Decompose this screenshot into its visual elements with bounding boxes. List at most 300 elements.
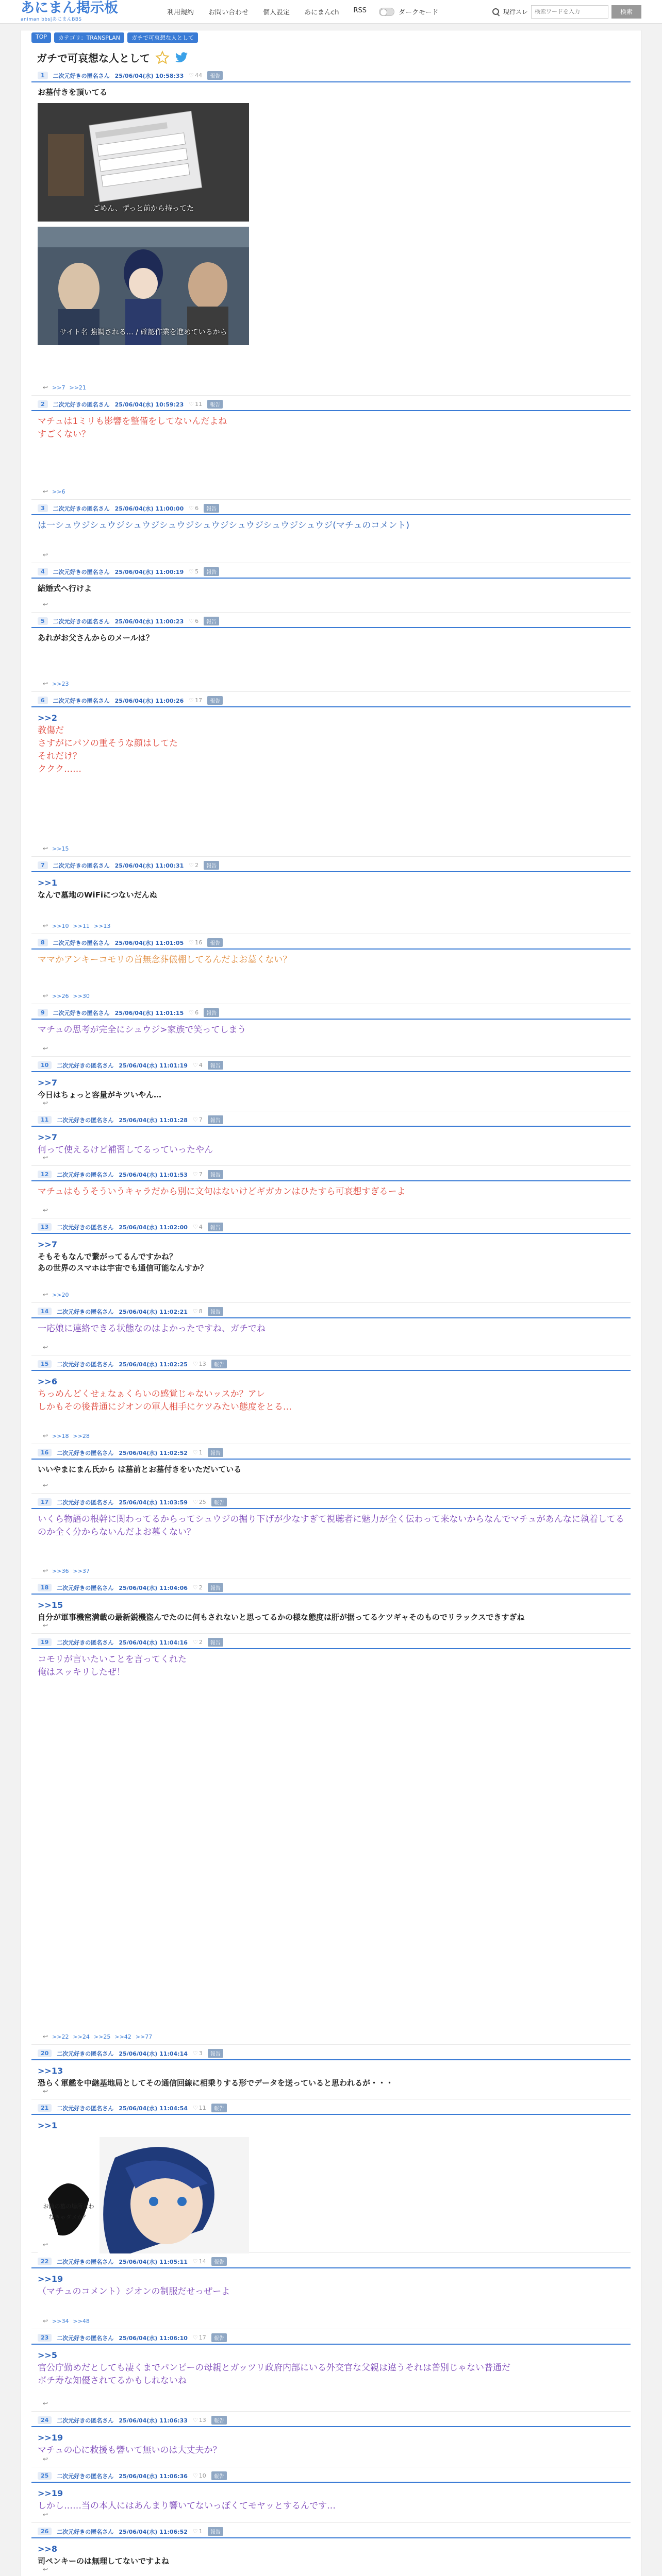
post-header	[31, 1170, 631, 1181]
post-date: 25/06/04(水) 11:00:31	[114, 862, 184, 869]
post-footer	[43, 922, 110, 929]
good-button[interactable]	[193, 1361, 206, 1367]
heart-icon: ♡	[192, 1361, 198, 1367]
post-author: 二次元好きの匿名さん	[57, 1639, 114, 1646]
post-header	[31, 696, 631, 707]
post-body	[31, 1371, 631, 1414]
report-button[interactable]: 報告	[208, 2049, 223, 2058]
nav-item[interactable]: お問い合わせ	[208, 9, 249, 16]
post	[31, 861, 631, 934]
good-button[interactable]	[193, 2105, 206, 2111]
good-button[interactable]	[193, 2528, 203, 2535]
reply-icon[interactable]: ↩	[43, 2241, 48, 2248]
good-button[interactable]	[193, 2472, 206, 2479]
post-number[interactable]: 17	[38, 1498, 52, 1506]
post-footer	[43, 2088, 48, 2095]
post-number[interactable]: 9	[38, 1009, 48, 1016]
reply-link[interactable]: >>37	[73, 1567, 90, 1574]
post-number[interactable]: 16	[38, 1449, 52, 1456]
heart-icon: ♡	[192, 1639, 198, 1646]
report-button[interactable]: 報告	[211, 1360, 227, 1368]
post-author: 二次元好きの匿名さん	[53, 862, 110, 869]
post-body	[31, 515, 631, 532]
thread-title-row	[37, 50, 631, 65]
reply-icon[interactable]: ↩	[43, 1154, 48, 1161]
reply-icon[interactable]: ↩	[43, 1207, 48, 1214]
reply-icon[interactable]: ↩	[43, 1045, 48, 1052]
good-button[interactable]	[193, 2258, 206, 2265]
post-date: 25/06/04(水) 11:04:06	[119, 1584, 188, 1591]
report-button[interactable]: 報告	[208, 1638, 223, 1647]
reply-anchor[interactable]: >>15	[38, 1600, 63, 1610]
post-author: 二次元好きの匿名さん	[57, 2528, 114, 2535]
post-number[interactable]: 14	[38, 1308, 52, 1315]
reply-link[interactable]: >>13	[93, 922, 111, 929]
reply-link[interactable]: >>25	[93, 2033, 111, 2040]
post-date: 25/06/04(水) 11:01:15	[114, 1009, 184, 1016]
post-number[interactable]: 23	[38, 2334, 52, 2342]
post	[31, 696, 631, 857]
reply-icon[interactable]: ↩	[43, 992, 48, 999]
post-date: 25/06/04(水) 11:06:52	[119, 2528, 188, 2535]
post-body	[31, 1234, 631, 1274]
report-button[interactable]: 報告	[211, 2471, 227, 2480]
post-number[interactable]: 5	[38, 617, 48, 625]
heart-icon: ♡	[192, 1224, 198, 1230]
post-body	[31, 2268, 631, 2298]
post-body	[31, 1509, 631, 1539]
heart-icon: ♡	[192, 2334, 198, 2341]
good-count: 13	[198, 1361, 206, 1367]
reply-anchor[interactable]: >>13	[38, 2066, 63, 2076]
post-number[interactable]: 10	[38, 1061, 52, 1069]
reply-link[interactable]: >>30	[73, 992, 90, 999]
reply-anchor[interactable]: >>7	[38, 1240, 57, 1249]
post-footer	[43, 2317, 90, 2325]
good-button[interactable]	[189, 862, 198, 869]
good-button[interactable]	[189, 505, 198, 512]
post	[31, 1448, 631, 1494]
post	[31, 2049, 631, 2099]
post-body	[31, 1649, 631, 1679]
post-author: 二次元好きの匿名さん	[53, 1009, 110, 1016]
post-footer	[43, 2400, 48, 2407]
post-author: 二次元好きの匿名さん	[57, 1224, 114, 1231]
post-number[interactable]: 6	[38, 697, 48, 704]
good-button[interactable]	[193, 1449, 203, 1456]
post-number[interactable]: 2	[38, 400, 48, 408]
post-footer	[43, 1567, 90, 1574]
post-line: は一シュウジシュウジシュウジシュウジシュウジシュウジシュウジシュウジ(マチュのコメント)	[38, 520, 410, 531]
reply-icon[interactable]: ↩	[43, 1567, 48, 1574]
post-date: 25/06/04(水) 11:02:21	[119, 1308, 188, 1315]
post-header	[31, 1008, 631, 1020]
good-button[interactable]	[193, 1116, 203, 1123]
reply-icon[interactable]: ↩	[43, 2566, 48, 2573]
good-button[interactable]	[193, 1171, 203, 1178]
report-button[interactable]: 報告	[204, 504, 219, 513]
reply-anchor[interactable]: >>19	[38, 2274, 63, 2284]
good-button[interactable]	[193, 1224, 203, 1230]
reply-link[interactable]: >>20	[52, 1291, 69, 1298]
good-button[interactable]	[193, 2334, 206, 2341]
post-number[interactable]: 3	[38, 504, 48, 512]
post-image[interactable]	[38, 103, 249, 222]
post-header	[31, 2527, 631, 2538]
reply-icon[interactable]: ↩	[43, 1291, 48, 1298]
site-logo[interactable]	[21, 1, 155, 22]
post-date: 25/06/04(水) 11:06:10	[119, 2334, 188, 2342]
reply-link[interactable]: >>22	[52, 2033, 69, 2040]
post-author: 二次元好きの匿名さん	[53, 939, 110, 946]
reply-anchor[interactable]: >>1	[38, 878, 57, 888]
heart-icon: ♡	[189, 401, 194, 408]
post-number[interactable]: 11	[38, 1116, 52, 1124]
report-button[interactable]: 報告	[211, 2257, 227, 2266]
post-header	[31, 2471, 631, 2483]
breadcrumb-item[interactable]: ガチで可哀想な人として	[127, 32, 198, 43]
post-body	[31, 411, 631, 441]
good-count: 13	[198, 2417, 206, 2424]
post-line: 教傷だ	[38, 725, 64, 736]
post-date: 25/06/04(水) 10:58:33	[114, 72, 184, 79]
post-author: 二次元好きの匿名さん	[57, 2105, 114, 2112]
breadcrumb-item[interactable]: カテゴリ：TRANSPLAN	[54, 32, 124, 43]
image-caption: ごめん、ずっと前から持ってた	[93, 205, 194, 213]
darkmode-control[interactable]	[379, 7, 438, 16]
image-caption: お前の墓の場所言わなきゃダメか？	[43, 2203, 94, 2221]
post-body	[31, 579, 631, 594]
reply-icon[interactable]: ↩	[43, 2400, 48, 2407]
post-footer	[43, 2241, 48, 2248]
reply-link[interactable]: >>23	[52, 680, 69, 687]
post-line: 今日はちょっと容量がキツいやん…	[38, 1090, 162, 1099]
good-count: 2	[198, 1584, 203, 1591]
good-button[interactable]	[189, 72, 202, 79]
post	[31, 400, 631, 500]
heart-icon: ♡	[189, 618, 194, 624]
post-author: 二次元好きの匿名さん	[57, 1116, 114, 1124]
post-author: 二次元好きの匿名さん	[57, 1171, 114, 1178]
report-button[interactable]: 報告	[208, 1061, 223, 1070]
post-body	[31, 1460, 631, 1475]
post-line: さすがにパソの重そうな顔はしてた	[38, 738, 178, 749]
post-line: 何って使えるけど補習してるっていったやん	[38, 1145, 213, 1155]
post-author: 二次元好きの匿名さん	[53, 505, 110, 512]
post-line: いくら物語の根幹に関わってるからってシュウジの掘り下げが少なすぎて視聴者に魅力が全く伝わって来ないからなんでマチュがあんなに執着してるのか全く分からないんだよお墓くない？	[38, 1514, 624, 1537]
post-footer	[43, 1291, 69, 1298]
post-number[interactable]: 1	[38, 72, 48, 79]
reply-link[interactable]: >>7	[52, 384, 65, 391]
post-body	[31, 2483, 631, 2513]
post-body	[31, 1072, 631, 1100]
report-button[interactable]: 報告	[207, 71, 223, 80]
good-button[interactable]	[189, 401, 202, 408]
search-input[interactable]	[531, 5, 608, 19]
reply-anchor[interactable]: >>2	[38, 713, 57, 723]
post-number[interactable]: 12	[38, 1171, 52, 1178]
post-header	[31, 2104, 631, 2115]
breadcrumb-item[interactable]: TOP	[31, 32, 51, 43]
post-number[interactable]: 4	[38, 568, 48, 575]
reply-icon[interactable]: ↩	[43, 2511, 48, 2518]
darkmode-toggle[interactable]	[379, 8, 394, 16]
post-number[interactable]: 26	[38, 2528, 52, 2535]
post-author: 二次元好きの匿名さん	[53, 697, 110, 704]
post-number[interactable]: 18	[38, 1584, 52, 1591]
reply-link[interactable]: >>15	[52, 845, 69, 852]
post-number[interactable]: 13	[38, 1223, 52, 1231]
post	[31, 938, 631, 1004]
post-line: すごくない？	[38, 429, 90, 439]
heart-icon: ♡	[192, 2528, 198, 2535]
good-count: 1	[198, 1449, 203, 1456]
post-author: 二次元好きの匿名さん	[53, 401, 110, 408]
post-author: 二次元好きの匿名さん	[57, 2258, 114, 2265]
good-button[interactable]	[189, 939, 202, 946]
post-header	[31, 71, 631, 82]
post-line: あれがお父さんからのメールは？	[38, 633, 154, 642]
good-count: 14	[198, 2258, 206, 2265]
reply-icon[interactable]: ↩	[43, 1099, 48, 1107]
reply-link[interactable]: >>34	[52, 2317, 69, 2325]
heart-icon: ♡	[189, 862, 194, 869]
reply-icon[interactable]: ↩	[43, 2088, 48, 2095]
post	[31, 1223, 631, 1303]
post	[31, 2527, 631, 2576]
post-header	[31, 1307, 631, 1318]
report-button[interactable]: 報告	[208, 1115, 223, 1124]
post-body	[31, 1181, 631, 1198]
report-button[interactable]: 報告	[211, 1498, 227, 1506]
post-author: 二次元好きの匿名さん	[53, 568, 110, 575]
post	[31, 1307, 631, 1355]
good-count: 16	[195, 939, 203, 946]
good-button[interactable]	[189, 697, 202, 704]
good-button[interactable]	[193, 1499, 206, 1505]
heart-icon: ♡	[192, 1584, 198, 1591]
heart-icon: ♡	[189, 505, 194, 512]
post-body	[31, 1127, 631, 1157]
reply-icon[interactable]: ↩	[43, 922, 48, 929]
report-button[interactable]: 報告	[208, 1170, 223, 1179]
reply-anchor[interactable]: >>7	[38, 1078, 57, 1088]
reply-anchor[interactable]: >>6	[38, 1377, 57, 1386]
twitter-share-icon[interactable]	[175, 52, 188, 63]
reply-icon[interactable]: ↩	[43, 1622, 48, 1629]
reply-link[interactable]: >>48	[73, 2317, 90, 2325]
post-body	[31, 950, 631, 967]
post-image[interactable]	[38, 2137, 249, 2253]
good-button[interactable]	[189, 1009, 198, 1016]
report-button[interactable]: 報告	[204, 1008, 219, 1017]
reply-anchor[interactable]: >>7	[38, 1132, 57, 1142]
reply-icon[interactable]: ↩	[43, 845, 48, 852]
reply-icon[interactable]: ↩	[43, 2317, 48, 2325]
reply-link[interactable]: >>36	[52, 1567, 69, 1574]
report-button[interactable]: 報告	[207, 400, 223, 409]
heart-icon: ♡	[192, 2050, 198, 2057]
post-number[interactable]: 21	[38, 2104, 52, 2112]
post-header	[31, 1360, 631, 1371]
reply-link[interactable]: >>11	[73, 922, 90, 929]
good-button[interactable]	[189, 618, 198, 624]
reply-icon[interactable]: ↩	[43, 1432, 48, 1439]
report-button[interactable]: 報告	[211, 2104, 227, 2112]
thread-title: ガチで可哀想な人として	[37, 52, 150, 64]
reply-icon[interactable]: ↩	[43, 2033, 48, 2040]
good-count: 2	[195, 862, 199, 869]
post-number[interactable]: 19	[38, 1638, 52, 1646]
heart-icon: ♡	[192, 1116, 198, 1123]
favorite-star-icon[interactable]	[155, 50, 170, 65]
post-header	[31, 567, 631, 579]
search-button[interactable]: 検索	[611, 5, 641, 19]
post-line: コモリが言いたいことを言ってくれた	[38, 1654, 187, 1665]
post-header	[31, 1115, 631, 1127]
heart-icon: ♡	[192, 1499, 198, 1505]
post-line: マチュの思考が完全にシュウジ>家族で笑ってしまう	[38, 1025, 246, 1035]
report-button[interactable]: 報告	[204, 861, 219, 870]
post-footer	[43, 384, 86, 391]
post-author: 二次元好きの匿名さん	[53, 72, 110, 79]
logo-text: あにまん掲示板	[21, 0, 118, 16]
report-button[interactable]: 報告	[207, 938, 223, 947]
post-footer	[43, 1099, 48, 1107]
post-line: ククク……	[38, 764, 81, 774]
search-scope[interactable]: 現行スレ	[503, 8, 528, 15]
reply-anchor[interactable]: >>1	[38, 2121, 57, 2130]
report-button[interactable]: 報告	[211, 2416, 227, 2425]
post-body	[31, 1595, 631, 1623]
post-number[interactable]: 24	[38, 2416, 52, 2424]
reply-anchor[interactable]: >>5	[38, 2350, 57, 2360]
post-date: 25/06/04(水) 11:01:53	[119, 1171, 188, 1178]
good-count: 2	[198, 1639, 203, 1646]
reply-link[interactable]: >>6	[52, 488, 65, 495]
nav-item[interactable]: 利用規約	[167, 9, 194, 16]
reply-icon[interactable]: ↩	[43, 1344, 48, 1351]
nav-item[interactable]: あにまんch	[304, 9, 339, 16]
reply-icon[interactable]: ↩	[43, 601, 48, 608]
post-number[interactable]: 7	[38, 861, 48, 869]
report-button[interactable]: 報告	[208, 1223, 223, 1231]
post-line: それだけ？	[38, 751, 81, 761]
post-body	[31, 2115, 631, 2253]
report-button[interactable]: 報告	[211, 2333, 227, 2342]
report-button[interactable]: 報告	[208, 1307, 223, 1316]
reply-link[interactable]: >>24	[73, 2033, 90, 2040]
reply-link[interactable]: >>26	[52, 992, 69, 999]
post	[31, 2333, 631, 2412]
post-header	[31, 1061, 631, 1072]
post-date: 25/06/04(水) 11:00:26	[114, 697, 184, 704]
report-button[interactable]: 報告	[204, 567, 219, 576]
nav-item[interactable]: RSS	[353, 7, 367, 14]
good-count: 7	[198, 1171, 203, 1178]
post-image[interactable]	[38, 227, 249, 345]
post-number[interactable]: 15	[38, 1360, 52, 1368]
report-button[interactable]: 報告	[208, 1583, 223, 1592]
good-count: 1	[198, 2528, 203, 2535]
post-header	[31, 2257, 631, 2268]
post-line: マチュは1ミリも影響を整備をしてないんだよね	[38, 416, 227, 427]
good-count: 17	[195, 697, 203, 704]
good-button[interactable]	[193, 1308, 203, 1315]
post-date: 25/06/04(水) 11:03:59	[119, 1499, 188, 1506]
post-line: 自分が軍事機密満載の最新鋭機盗んでたのに何もされないと思ってるかの様な態度は肝が据ってるケツギャそのものでリラックスできすぎね	[38, 1613, 525, 1622]
good-count: 17	[198, 2334, 206, 2341]
post-author: 二次元好きの匿名さん	[57, 1449, 114, 1456]
logo-subtext: animan bbs|あにまんBBS	[21, 17, 82, 22]
post-date: 25/06/04(水) 11:05:11	[119, 2258, 188, 2265]
post-number[interactable]: 8	[38, 939, 48, 946]
post-header	[31, 1498, 631, 1509]
reply-link[interactable]: >>77	[135, 2033, 153, 2040]
post-line: 一応娘に連絡できる状態なのはよかったですね、ガチでね	[38, 1324, 266, 1334]
good-button[interactable]	[193, 2050, 203, 2057]
reply-link[interactable]: >>42	[114, 2033, 131, 2040]
post-author: 二次元好きの匿名さん	[53, 618, 110, 625]
report-button[interactable]: 報告	[208, 2527, 223, 2536]
reply-icon[interactable]: ↩	[43, 384, 48, 391]
thread-main	[21, 30, 641, 2576]
report-button[interactable]: 報告	[204, 617, 219, 625]
post-date: 25/06/04(水) 11:00:00	[114, 505, 184, 512]
good-button[interactable]	[193, 1639, 203, 1646]
nav-item[interactable]: 個人設定	[263, 9, 290, 16]
post-footer	[43, 1207, 48, 1214]
good-button[interactable]	[193, 2417, 206, 2424]
post-number[interactable]: 22	[38, 2258, 52, 2265]
reply-icon[interactable]: ↩	[43, 488, 48, 495]
post-number[interactable]: 25	[38, 2472, 52, 2480]
reply-link[interactable]: >>10	[52, 922, 69, 929]
post-footer	[43, 1045, 48, 1052]
post-date: 25/06/04(水) 11:04:54	[119, 2105, 188, 2112]
reply-icon[interactable]: ↩	[43, 1482, 48, 1489]
post-number[interactable]: 20	[38, 2049, 52, 2057]
site-header	[0, 0, 662, 24]
reply-anchor[interactable]: >>8	[38, 2544, 57, 2554]
post	[31, 1008, 631, 1057]
reply-icon[interactable]: ↩	[43, 551, 48, 558]
good-button[interactable]	[193, 1584, 203, 1591]
post	[31, 504, 631, 563]
darkmode-label: ダークモード	[398, 9, 439, 16]
post-body	[31, 2345, 631, 2387]
post-footer	[43, 2033, 152, 2040]
post-author: 二次元好きの匿名さん	[57, 1062, 114, 1069]
post-author: 二次元好きの匿名さん	[57, 1499, 114, 1506]
post-header	[31, 1448, 631, 1460]
reply-icon[interactable]: ↩	[43, 2455, 48, 2463]
header-nav	[160, 7, 374, 16]
post	[31, 1498, 631, 1579]
post-author: 二次元好きの匿名さん	[57, 2050, 114, 2057]
report-button[interactable]: 報告	[207, 696, 223, 705]
reply-link[interactable]: >>28	[73, 1432, 90, 1439]
reply-anchor[interactable]: >>19	[38, 2433, 63, 2443]
good-button[interactable]	[189, 568, 198, 575]
reply-anchor[interactable]: >>19	[38, 2488, 63, 2498]
report-button[interactable]: 報告	[208, 1448, 223, 1457]
post-body	[31, 707, 631, 776]
good-button[interactable]	[193, 1062, 203, 1069]
reply-icon[interactable]: ↩	[43, 680, 48, 687]
reply-link[interactable]: >>21	[69, 384, 86, 391]
reply-link[interactable]: >>18	[52, 1432, 69, 1439]
